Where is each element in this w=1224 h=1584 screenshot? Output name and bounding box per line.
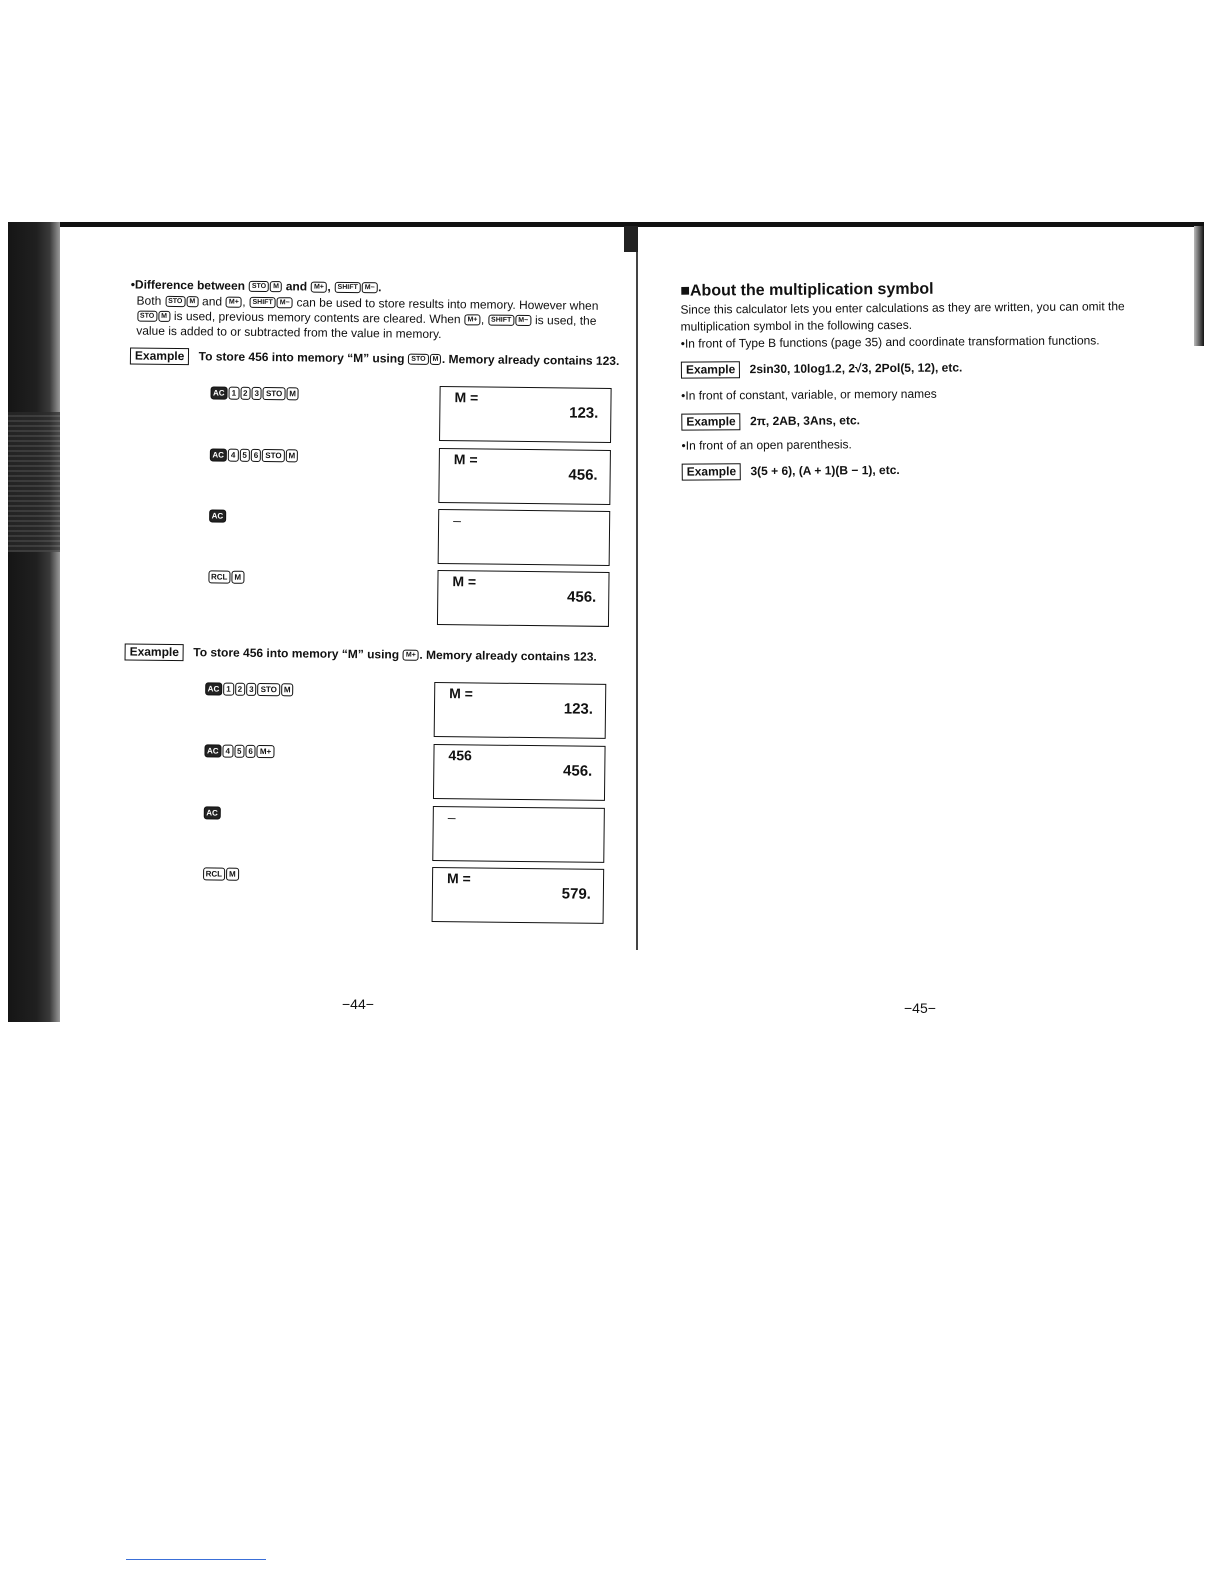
rule-bullet: •In front of an open parenthesis. (681, 437, 852, 453)
lcd-indicator: M = (446, 870, 471, 887)
example-badge: Example (682, 463, 741, 480)
m-key: M (281, 684, 294, 697)
lcd-indicator: 456 (448, 747, 472, 764)
key-5: 5 (234, 745, 245, 758)
example-badge: Example (681, 413, 740, 430)
para-text-2: and (198, 294, 226, 309)
rule-example (682, 460, 1182, 481)
ac-key: AC (210, 387, 228, 400)
lcd-value: 456. (566, 588, 597, 606)
rule-item (681, 384, 1181, 431)
page-number-left: −44− (342, 996, 374, 1012)
m-key: M (430, 354, 442, 365)
m-key: M (286, 388, 299, 401)
m-plus-key: M+ (464, 315, 480, 326)
intro-paragraph: Since this calculator lets you enter calculations as they are written, you can omit the multiplication symbol in the following cases. (680, 299, 1125, 334)
sto-key: STO (408, 354, 428, 365)
key-1: 1 (229, 387, 240, 400)
shift-key: SHIFT (488, 315, 514, 326)
ac-key: AC (209, 449, 227, 462)
m-minus-key: M− (515, 315, 531, 326)
key-2: 2 (235, 683, 246, 696)
sto-key: STO (249, 281, 269, 292)
key-1: 1 (223, 683, 234, 696)
key-4: 4 (222, 745, 233, 758)
shift-key: SHIFT (249, 297, 275, 308)
para-text-7: is used, the value is added to or subtracted from the value in memory. (136, 313, 597, 342)
lcd-value: 123. (569, 404, 599, 422)
lcd-indicator: M = (454, 389, 479, 406)
m-key: M (286, 450, 299, 463)
lcd-value: 579. (561, 885, 591, 903)
m-key: M (158, 311, 170, 322)
m-key: M (231, 571, 244, 584)
key-4: 4 (228, 449, 239, 462)
ac-key: AC (204, 745, 222, 758)
lcd-value: 456. (568, 466, 598, 484)
m-plus-key: M+ (311, 282, 327, 293)
sto-key: STO (258, 683, 280, 696)
m-key: M (226, 868, 239, 881)
heading-sep: , (327, 279, 335, 294)
rcl-key: RCL (203, 868, 226, 881)
key-3: 3 (246, 683, 257, 696)
ac-key: AC (203, 807, 221, 820)
bottom-rule (126, 1559, 266, 1560)
example-badge: Example (130, 347, 190, 365)
rule-item (681, 332, 1181, 379)
example2-text-b: . Memory already contains 123. (419, 647, 597, 664)
sto-key: STO (263, 387, 285, 400)
para-text-6: , (480, 312, 488, 327)
example-text: 2π, 2AB, 3Ans, etc. (749, 413, 860, 429)
m-plus-key: M+ (257, 745, 274, 758)
m-plus-key: M+ (226, 297, 242, 308)
heading-prefix: •Difference between (130, 277, 249, 293)
example1-text-a: To store 456 into memory “M” using (198, 349, 408, 366)
example1-text-b: . Memory already contains 123. (441, 352, 620, 369)
lcd-value: 123. (563, 700, 594, 718)
rule-example (681, 410, 1181, 431)
lcd-indicator: – (447, 809, 456, 826)
lcd-value: 456. (562, 762, 593, 780)
example-badge: Example (681, 361, 740, 378)
lcd-indicator: M = (452, 573, 477, 590)
m-key: M (270, 281, 282, 292)
example2-text-a: To store 456 into memory “M” using (193, 645, 403, 662)
m-plus-key: M+ (403, 650, 419, 661)
key-5: 5 (239, 449, 250, 462)
key-3: 3 (251, 387, 262, 400)
rule-item (681, 434, 1181, 481)
key-6: 6 (245, 745, 256, 758)
rcl-key: RCL (208, 571, 231, 584)
heading-mid: and (282, 279, 311, 294)
rule-bullet: •In front of constant, variable, or memory names (681, 386, 937, 403)
para-text-3: , (242, 294, 250, 309)
sto-key: STO (165, 296, 185, 307)
example-text: 2sin30, 10log1.2, 2√3, 2Pol(5, 12), etc. (749, 360, 963, 377)
lcd-indicator: – (453, 512, 462, 529)
sto-key: STO (137, 311, 157, 322)
rule-bullet: •In front of Type B functions (page 35) and coordinate transformation functions. (680, 333, 1100, 351)
lcd-indicator: M = (453, 451, 478, 468)
m-minus-key: M− (277, 297, 293, 308)
m-key: M (186, 296, 198, 307)
example-badge: Example (125, 643, 185, 661)
ac-key: AC (209, 510, 227, 523)
page-number-right: −45− (904, 1000, 936, 1016)
shift-key: SHIFT (334, 282, 360, 293)
m-minus-key: M− (362, 282, 378, 293)
para-text-1: Both (136, 293, 165, 308)
rule-example (681, 358, 1181, 379)
sto-key: STO (262, 449, 284, 462)
key-6: 6 (251, 449, 262, 462)
key-2: 2 (240, 387, 251, 400)
section-title: ■About the multiplication symbol (680, 280, 934, 300)
para-text-5: is used, previous memory contents are cleared. When (170, 308, 465, 327)
heading-end: . (378, 280, 382, 295)
para-text-4: can be used to store results into memory. However when (293, 295, 599, 313)
ac-key: AC (205, 683, 223, 696)
lcd-indicator: M = (449, 685, 473, 702)
example-text: 3(5 + 6), (A + 1)(B − 1), etc. (750, 462, 900, 479)
